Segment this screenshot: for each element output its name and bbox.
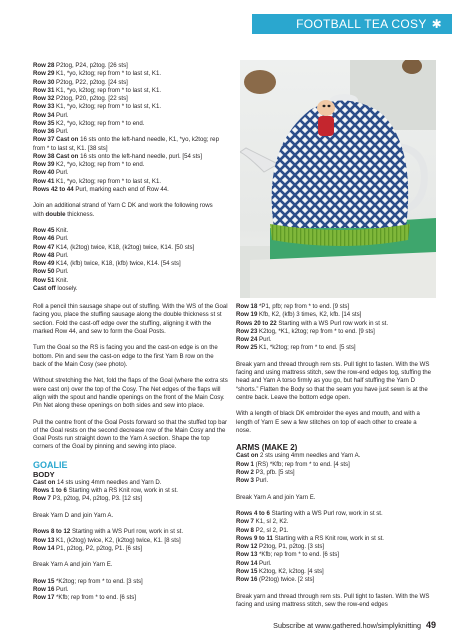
pattern-row: Row 19 Kfb, K2, (kfb) 3 times, K2, kfb. [14 sts] <box>236 311 362 319</box>
pattern-row: Row 39 K2, *yo, k2tog; rep from * to end. <box>33 161 145 168</box>
pattern-row: Row 50 Purl. <box>33 268 69 276</box>
pattern-row: Row 51 Knit. <box>33 276 69 284</box>
pattern-row: Row 18 *P1, pfb; rep from * to end. [9 sts] <box>236 303 350 310</box>
page-number: 49 <box>425 620 436 630</box>
arms-rows-1 <box>236 452 432 485</box>
pattern-row: Row 23 K2tog, *K1, k2tog; rep from * to end. [9 sts] <box>236 327 375 335</box>
pattern-row: Row 7 K1, sl 2, K2. <box>236 518 289 526</box>
paragraphs-a <box>33 303 228 452</box>
rows-list-a <box>33 62 223 194</box>
break-yarn-d: Break Yarn D and join Yarn A. <box>33 511 114 519</box>
pattern-row: Cast on 2 sts using 4mm needles and Yarn A. <box>236 452 361 460</box>
instruction-paragraph: Break yarn and thread through rem sts. Pull tight to fasten. With the WS facing and using mattress stitch, sew the row-end edges tog, stuffing the head and Yarn A torso firmly as you go, but half stuffing the Yarn D “shorts.” Flatten the Body so that the seam you have just sewn is at the centre back. Leave the bottom edge open. <box>236 360 431 401</box>
paragraphs-b <box>236 361 432 435</box>
body-rows-3 <box>33 578 228 603</box>
pattern-row: Row 17 *Kfb; rep from * to end. [6 sts] <box>33 594 136 602</box>
pattern-row: Row 36 Purl. <box>33 128 69 135</box>
join-yarn-instruction: Join an additional strand of Yarn C DK and work the following rows with double thickness. <box>33 202 213 218</box>
pattern-row: Row 15 K2tog, K2, k2tog. [4 sts] <box>236 567 324 575</box>
instruction-paragraph: Turn the Goal so the RS is facing you and the cast-on edge is on the bottom. Pin and sew the cast-on edge to the first Yarn B row on the back of the Main Cosy (see photo). <box>33 344 218 368</box>
body-rows-4 <box>236 303 432 353</box>
pattern-row: Row 31 K1, *yo, k2tog; rep from * to last st, K1. <box>33 86 162 94</box>
pattern-row: Row 45 Knit. <box>33 227 69 234</box>
section-header-bar <box>252 14 452 34</box>
pattern-row: Row 38 Cast on 16 sts onto the left-hand needle, purl. [54 sts] <box>33 152 203 160</box>
pattern-row: Rows 1 to 6 Starting with a RS Knit row, work in st st. <box>33 487 178 494</box>
page-footer <box>273 620 436 630</box>
body-subheading: BODY <box>33 469 55 479</box>
body-rows-1 <box>33 479 228 504</box>
pattern-row: Row 35 K2, *yo, k2tog; rep from * to end. <box>33 119 145 127</box>
pattern-row: Row 13 *Kfb; rep from * to end. [6 sts] <box>236 551 339 559</box>
pattern-row: Row 40 Purl. <box>33 169 69 177</box>
pattern-row: Rows 42 to 44 Purl, marking each end of Row 44. <box>33 185 169 193</box>
tea-cosy-photo <box>240 60 436 298</box>
arms-finish: Break yarn and thread through rem sts. Pull tight to fasten. With the WS facing and using mattress stitch, sew the row-end edges <box>236 592 430 608</box>
pattern-row: Row 13 K1, (k2tog) twice, K2, (k2tog) twice, K1. [8 sts] <box>33 536 181 544</box>
pattern-row: Row 46 Purl. <box>33 235 69 243</box>
pattern-row: Row 15 *K2tog; rep from * to end. [3 sts] <box>33 577 143 585</box>
section-header-title: FOOTBALL TEA COSY <box>296 17 427 31</box>
pattern-row: Row 33 K1, *yo, k2tog; rep from * to last st, K1. <box>33 103 162 111</box>
pattern-row: Rows 20 to 22 Starting with a WS Purl row work in st st. <box>236 319 389 327</box>
pattern-row: Rows 9 to 11 Starting with a RS Knit row, work in st st. <box>236 534 385 542</box>
asterisk-icon: ✱ <box>431 17 442 31</box>
pattern-row: Row 37 Cast on 16 sts onto the left-hand needle, K1, *yo, k2tog; rep from * to last st, K1. [38 sts] <box>33 136 219 152</box>
arms-rows-2 <box>236 510 432 584</box>
instruction-paragraph: Pull the centre front of the Goal Posts forward so that the stuffed top bar of the Goal rests on the second decrease row of the Main Cosy and the Goal Posts run straight down to the Yarn A section. Shape the top corners of the Goal by pinning and sewing into place. <box>33 418 227 451</box>
instruction-paragraph: Roll a pencil thin sausage shape out of stuffing. With the WS of the Goal facing you, place the stuffing sausage along the double thickness st st section. Fold the cast-off edge over the stuffing, aligning it with the marked Row 44, and sew to form the Goal Posts. <box>33 303 228 335</box>
pattern-row: Row 25 K1, *k2tog; rep from * to end. [5 sts] <box>236 344 356 352</box>
pattern-row: Row 30 P2tog, P22, p2tog. [24 sts] <box>33 78 128 86</box>
pattern-row: Row 24 Purl. <box>236 336 272 343</box>
pattern-row: Rows 4 to 6 Starting with a WS Purl row, work in st st. <box>236 510 383 517</box>
pattern-row: Row 47 K14, (k2tog) twice, K18, (k2tog) twice, K14. [50 sts] <box>33 243 195 251</box>
pattern-row: Row 16 (P2tog) twice. [2 sts] <box>236 576 315 583</box>
pattern-row: Row 49 K14, (kfb) twice, K18, (kfb) twice, K14. [54 sts] <box>33 260 181 267</box>
pattern-row: Row 28 P2tog, P24, p2tog. [26 sts] <box>33 62 128 69</box>
goalie-heading: GOALIE <box>33 459 68 470</box>
pattern-row: Cast on 14 sts using 4mm needles and Yarn D. <box>33 478 162 486</box>
column-b <box>236 303 432 617</box>
pattern-row: Row 12 P2tog, P1, p2tog. [3 sts] <box>236 543 325 550</box>
pattern-row: Row 41 K1, *yo, k2tog; rep from * to last st, K1. <box>33 177 162 185</box>
pattern-row: Row 32 P2tog, P20, p2tog. [22 sts] <box>33 95 128 102</box>
arms-break-yarn: Break Yarn A and join Yarn E. <box>236 493 316 501</box>
pattern-row: Row 14 P1, p2tog, P2, p2tog, P1. [6 sts] <box>33 544 143 552</box>
pattern-row: Row 16 Purl. <box>33 586 69 593</box>
pattern-row: Row 29 K1, *yo, k2tog; rep from * to last st, K1. <box>33 70 162 78</box>
pattern-row: Row 1 (RS) *Kfb; rep from * to end. [4 sts] <box>236 460 350 468</box>
arms-heading: ARMS (MAKE 2) <box>236 443 298 453</box>
pattern-row: Row 14 Purl. <box>236 559 272 567</box>
pattern-row: Cast off loosely. <box>33 284 78 292</box>
column-a-lower <box>33 303 228 603</box>
pattern-row: Row 3 Purl. <box>236 477 269 484</box>
footer-subscribe-text: Subscribe at www.gathered.how/simplyknitting <box>273 621 421 630</box>
instruction-paragraph: Without stretching the Net, fold the flaps of the Goal (where the extra sts were cast on) over the top of the Cosy. The Net edges of the flaps will align with the spout and handle openings on the front of the Main Cosy. Pin Net along these openings on both sides and sew into place. <box>33 377 228 409</box>
pattern-row: Row 7 P3, p2tog, P4, p2tog, P3. [12 sts] <box>33 495 143 503</box>
instruction-paragraph: With a length of black DK embroider the eyes and mouth, and with a length of Yarn E sew a few stitches on top of each other to create a nose. <box>236 410 420 434</box>
pattern-row: Row 34 Purl. <box>33 111 69 119</box>
body-rows-2 <box>33 528 228 553</box>
column-a-top <box>33 62 223 293</box>
pattern-row: Rows 8 to 12 Starting with a WS Purl row, work in st st. <box>33 528 184 536</box>
break-yarn-a: Break Yarn A and join Yarn E. <box>33 561 113 569</box>
rows-list-a2 <box>33 227 223 293</box>
pattern-row: Row 2 P3, pfb. [5 sts] <box>236 468 295 476</box>
pattern-row: Row 48 Purl. <box>33 251 69 259</box>
tea-cosy-illustration <box>240 60 436 298</box>
pattern-row: Row 8 P2, sl 2, P1. <box>236 526 289 534</box>
